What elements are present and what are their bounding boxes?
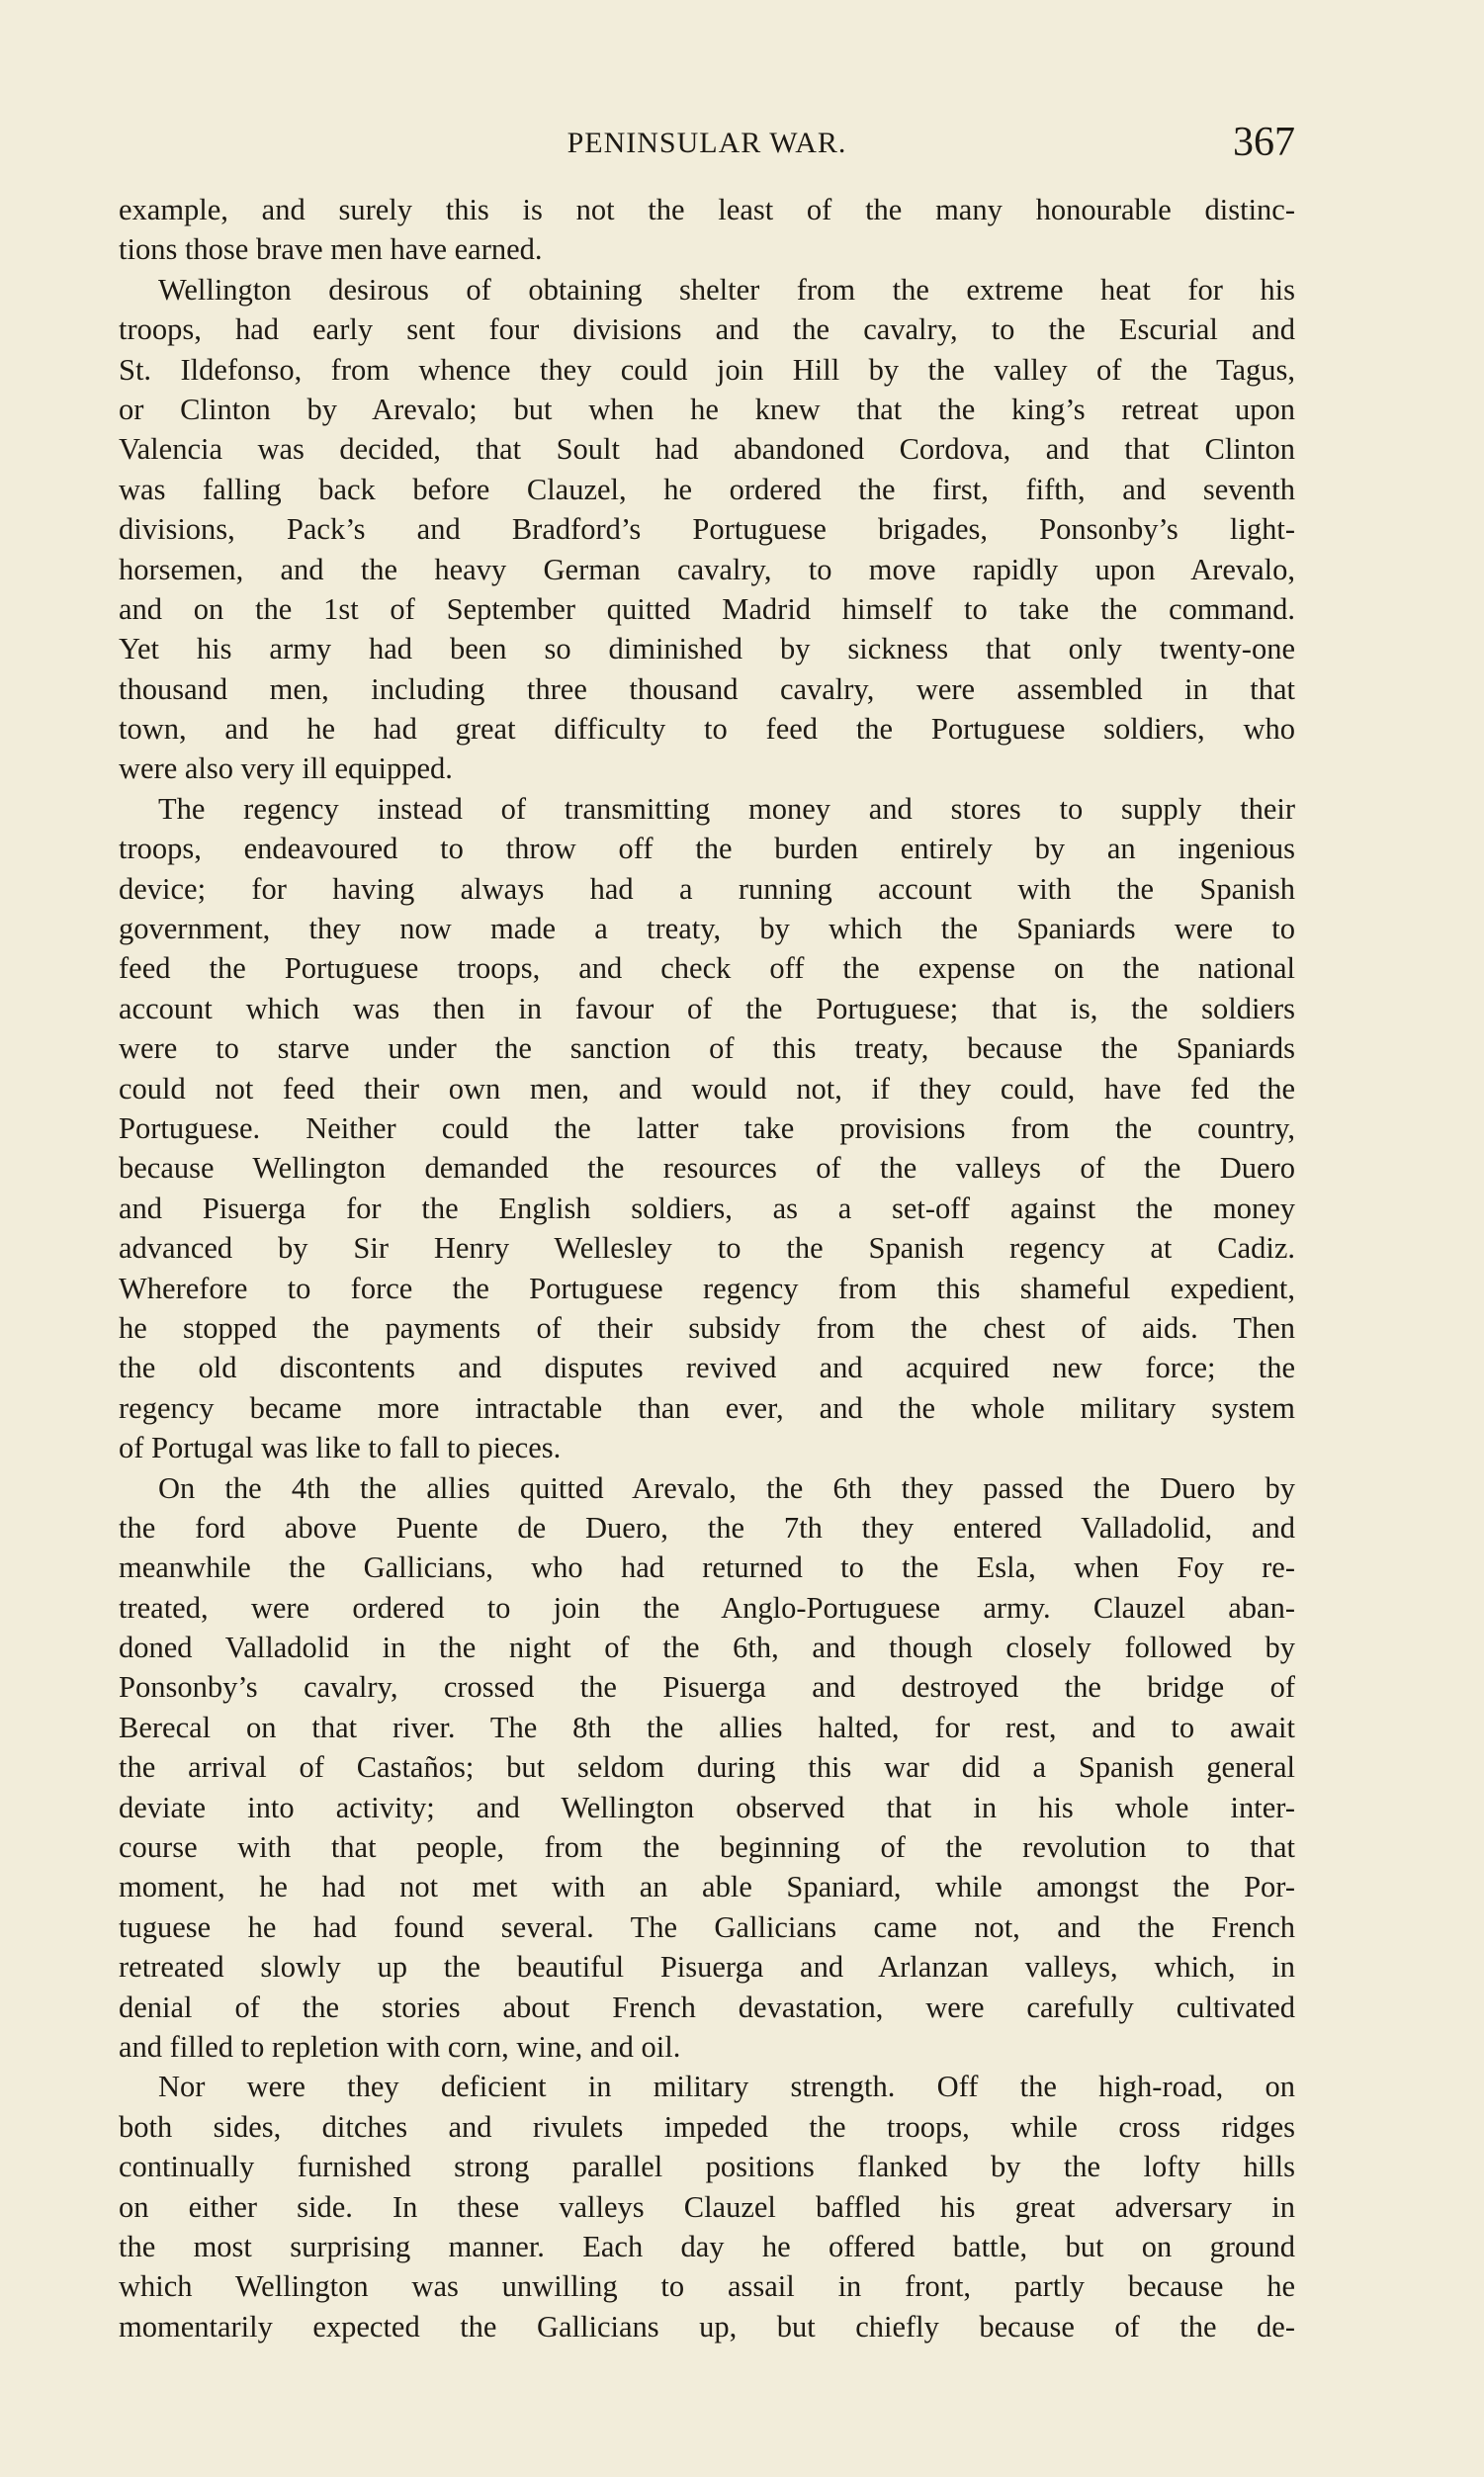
text-line: horsemen, and the heavy German cavalry, to move rapidly upon Arevalo, — [119, 552, 1295, 586]
body-text — [119, 190, 1295, 2346]
text-line: on either side. In these valleys Clauzel baffled his great adversary in — [119, 2189, 1295, 2224]
page-header — [119, 119, 1295, 178]
text-line: Wherefore to force the Portuguese regency from this shameful expedient, — [119, 1271, 1295, 1305]
text-line: and on the 1st of September quitted Madrid himself to take the command. — [119, 591, 1295, 626]
text-line: advanced by Sir Henry Wellesley to the Spanish regency at Cadiz. — [119, 1231, 1295, 1266]
text-line: which Wellington was unwilling to assail in front, partly because he — [119, 2269, 1295, 2304]
text-line: Valencia was decided, that Soult had abandoned Cordova, and that Clinton — [119, 432, 1295, 467]
text-line: government, they now made a treaty, by which the Spaniards were to — [119, 912, 1295, 946]
text-line: course with that people, from the beginning of the revolution to that — [119, 1830, 1295, 1865]
text-line: tions those brave men have earned. — [119, 232, 543, 267]
text-line: retreated slowly up the beautiful Pisuerga and Arlanzan valleys, which, in — [119, 1950, 1295, 1985]
text-line: the arrival of Castaños; but seldom during this war did a Spanish general — [119, 1750, 1295, 1785]
text-line: or Clinton by Arevalo; but when he knew that the king’s retreat upon — [119, 392, 1295, 426]
text-line: thousand men, including three thousand cavalry, were assembled in that — [119, 671, 1295, 706]
text-line: Nor were they deficient in military strength. Off the high-road, on — [158, 2070, 1295, 2104]
text-line: denial of the stories about French devastation, were carefully cultivated — [119, 1990, 1295, 2024]
text-line: account which was then in favour of the Portuguese; that is, the soldiers — [119, 991, 1295, 1025]
text-line: town, and he had great difficulty to feed the Portuguese soldiers, who — [119, 712, 1295, 747]
text-line: Ponsonby’s cavalry, crossed the Pisuerga and destroyed the bridge of — [119, 1670, 1295, 1705]
text-line: tuguese he had found several. The Gallicians came not, and the French — [119, 1909, 1295, 1944]
text-line: moment, he had not met with an able Spaniard, while amongst the Por- — [119, 1870, 1295, 1904]
text-line: Wellington desirous of obtaining shelter from the extreme heat for his — [158, 272, 1295, 307]
text-line: the ford above Puente de Duero, the 7th they entered Valladolid, and — [119, 1510, 1295, 1545]
text-line: feed the Portuguese troops, and check off the expense on the national — [119, 951, 1295, 986]
running-head: PENINSULAR WAR. — [567, 127, 847, 159]
text-line: the most surprising manner. Each day he offered battle, but on ground — [119, 2229, 1295, 2263]
text-line: and Pisuerga for the English soldiers, as a set-off against the money — [119, 1191, 1295, 1225]
text-line: troops, endeavoured to throw off the burden entirely by an ingenious — [119, 832, 1295, 866]
text-line: deviate into activity; and Wellington observed that in his whole inter- — [119, 1790, 1295, 1824]
text-line: divisions, Pack’s and Bradford’s Portuguese brigades, Ponsonby’s light- — [119, 512, 1295, 547]
text-line: doned Valladolid in the night of the 6th, and though closely followed by — [119, 1631, 1295, 1665]
page-number: 367 — [1233, 120, 1295, 165]
text-line: were to starve under the sanction of this treaty, because the Spaniards — [119, 1031, 1295, 1066]
text-line: device; for having always had a running account with the Spanish — [119, 871, 1295, 906]
text-line: could not feed their own men, and would not, if they could, have fed the — [119, 1071, 1295, 1106]
text-line: On the 4th the allies quitted Arevalo, the 6th they passed the Duero by — [158, 1470, 1295, 1505]
text-line: regency became more intractable than ever, and the whole military system — [119, 1390, 1295, 1425]
text-line: St. Ildefonso, from whence they could join Hill by the valley of the Tagus, — [119, 352, 1295, 387]
text-line: of Portugal was like to fall to pieces. — [119, 1431, 562, 1465]
text-line: were also very ill equipped. — [119, 752, 453, 786]
text-line: he stopped the payments of their subsidy from the chest of aids. Then — [119, 1310, 1295, 1345]
text-line: because Wellington demanded the resources of the valleys of the Duero — [119, 1151, 1295, 1186]
text-line: example, and surely this is not the least of the many honourable distinc- — [119, 193, 1295, 226]
text-line: the old discontents and disputes revived and acquired new force; the — [119, 1351, 1295, 1385]
text-line: both sides, ditches and rivulets impeded the troops, while cross ridges — [119, 2109, 1295, 2144]
text-line: The regency instead of transmitting money and stores to supply their — [158, 791, 1295, 826]
text-line: continually furnished strong parallel positions flanked by the lofty hills — [119, 2150, 1295, 2184]
text-line: Portuguese. Neither could the latter take provisions from the country, — [119, 1110, 1295, 1145]
text-line: Berecal on that river. The 8th the allies halted, for rest, and to await — [119, 1710, 1295, 1744]
text-line: was falling back before Clauzel, he ordered the first, fifth, and seventh — [119, 472, 1295, 506]
text-line: meanwhile the Gallicians, who had returned to the Esla, when Foy re- — [119, 1550, 1295, 1585]
text-line: treated, were ordered to join the Anglo-Portuguese army. Clauzel aban- — [119, 1590, 1295, 1625]
text-line: momentarily expected the Gallicians up, but chiefly because of the de- — [119, 2309, 1295, 2344]
text-line: troops, had early sent four divisions and the cavalry, to the Escurial and — [119, 312, 1295, 347]
text-line: and filled to repletion with corn, wine, and oil. — [119, 2029, 681, 2064]
text-line: Yet his army had been so diminished by sickness that only twenty-one — [119, 632, 1295, 666]
